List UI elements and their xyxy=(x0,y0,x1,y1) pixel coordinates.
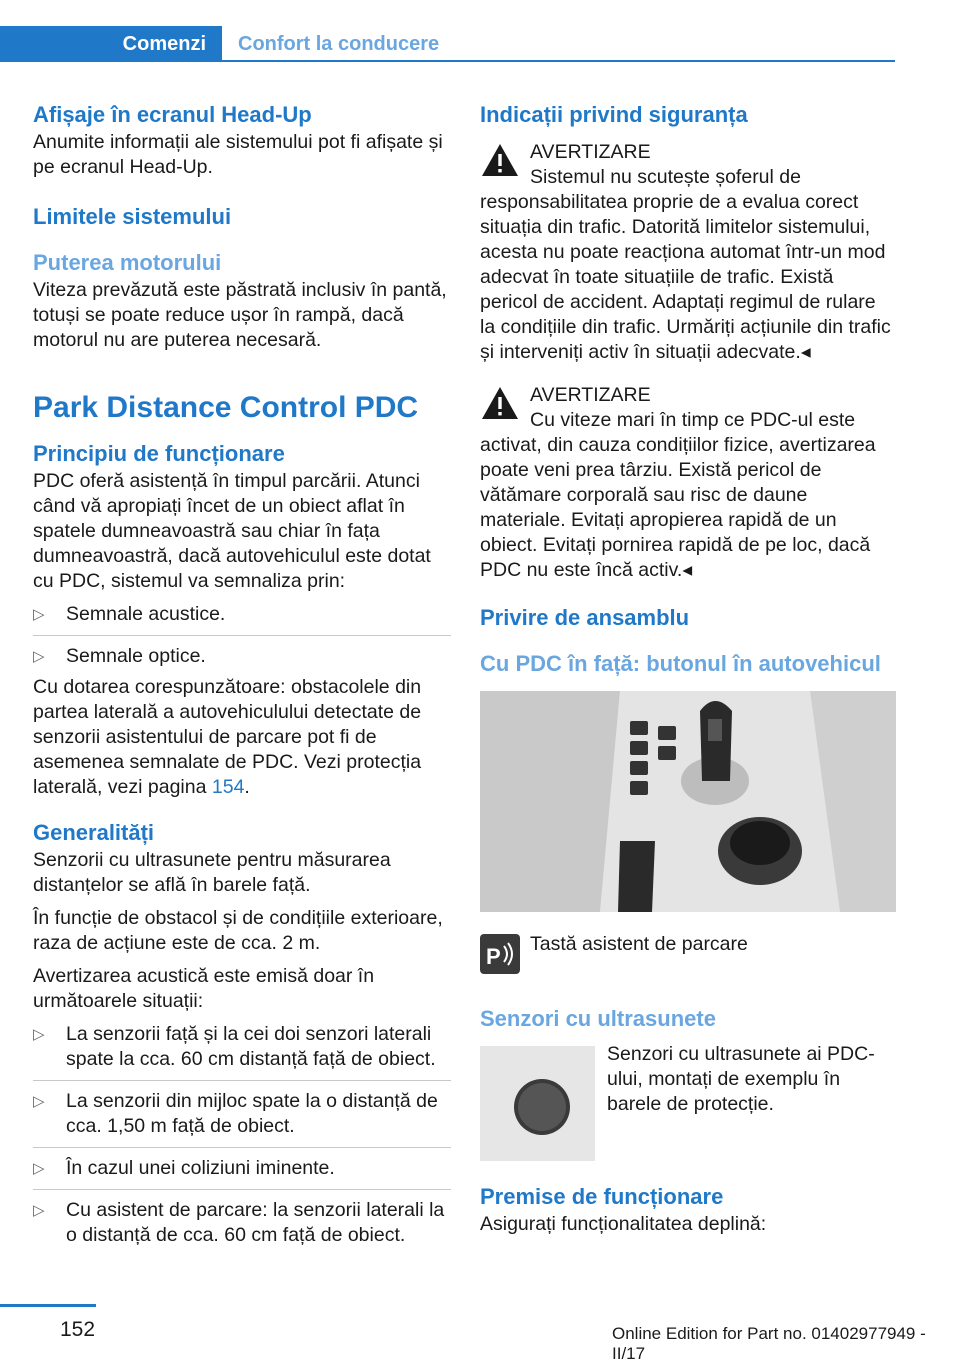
header-divider xyxy=(222,60,895,62)
list-item: ▷ Semnale acustice. xyxy=(33,603,226,625)
svg-text:P: P xyxy=(486,944,501,969)
warning-label-1: AVERTIZARE xyxy=(530,141,651,163)
page-number: 152 xyxy=(60,1318,96,1341)
power-text: Viteza prevăzută este păstrată inclusiv în pantă, totuși se poate reduce ușor în rampă, dacă motorul nu are puterea necesară. xyxy=(33,279,447,351)
overview-heading: Privire de ansamblu xyxy=(480,605,690,630)
right-column xyxy=(480,100,896,1237)
equipment-text: Cu dotarea corespunzătoare: obstacolele din partea laterală a autovehiculului detectate de senzorii asistentului de parcare pot fi de asemenea semnalate de PDC. Vezi protecția laterală, vezi pagina 154. xyxy=(33,676,422,798)
limits-heading: Limitele sistemului xyxy=(33,204,232,229)
triangle-bullet-icon: ▷ xyxy=(33,648,45,665)
warning-triangle-icon xyxy=(480,385,520,421)
signals-list xyxy=(33,602,451,675)
sensors-block xyxy=(480,1042,896,1160)
pdc-title: Park Distance Control PDC xyxy=(33,391,419,424)
triangle-bullet-icon: ▷ xyxy=(33,606,45,623)
hud-heading: Afișaje în ecranul Head-Up xyxy=(33,102,312,127)
general-text-1: Senzorii cu ultrasunete pentru măsurarea distanțelor se află în barele față. xyxy=(33,849,391,896)
premise-heading: Premise de funcționare xyxy=(480,1184,724,1209)
triangle-bullet-icon: ▷ xyxy=(33,1026,45,1043)
list-item: ▷ Cu asistent de parcare: la senzorii laterali la o distanță de cca. 60 cm față de obiect. xyxy=(33,1189,451,1248)
principle-heading: Principiu de funcționare xyxy=(33,441,285,466)
list-item: ▷ La senzorii față și la cei doi senzori laterali spate la cca. 60 cm distanță față de obiect. xyxy=(33,1023,436,1070)
front-heading: Cu PDC în față: butonul în autovehicul xyxy=(480,651,881,676)
situations-list xyxy=(33,1022,451,1248)
tab-comenzi[interactable]: Comenzi xyxy=(0,26,222,62)
power-heading: Puterea motorului xyxy=(33,250,222,275)
warning-text-2: Cu viteze mari în timp ce PDC-ul este activat, din cauza condițiilor fizice, avertizarea poate veni prea târziu. Există pericol de vătămare corporală sau risc de daune materiale. Evitați apropierea rapidă de un obiect. Evitați pornirea rapidă de pe loc, dacă PDC nu este încă activ.◂ xyxy=(480,409,876,581)
button-caption-row xyxy=(480,932,896,976)
sensors-heading: Senzori cu ultrasunete xyxy=(480,1006,716,1031)
triangle-bullet-icon: ▷ xyxy=(33,1202,45,1219)
warning-triangle-icon xyxy=(480,142,520,178)
button-caption: Tastă asistent de parcare xyxy=(530,933,748,955)
car-console-photo xyxy=(480,691,896,912)
hud-text: Anumite informații ale sistemului pot fi afișate și pe ecranul Head-Up. xyxy=(33,131,443,178)
footer-divider xyxy=(0,1304,96,1307)
page-link-154[interactable]: 154 xyxy=(211,776,245,798)
sensor-photo xyxy=(480,1046,595,1161)
header-tabbar xyxy=(0,26,895,62)
list-item: ▷ La senzorii din mijloc spate la o distanță de cca. 1,50 m față de obiect. xyxy=(33,1080,451,1147)
general-text-2: În funcție de obstacol și de condițiile exterioare, raza de acțiune este de cca. 2 m. xyxy=(33,907,443,954)
general-text-3: Avertizarea acustică este emisă doar în următoarele situații: xyxy=(33,965,375,1012)
principle-text: PDC oferă asistență în timpul parcării. Atunci când vă apropiați încet de un obiect aflat în spatele dumneavoastră sau chiar în fața dumneavoastră, dacă autovehiculul este dotat cu PDC, sistemul va semnaliza prin: xyxy=(33,470,431,592)
park-assist-button-icon xyxy=(480,934,520,974)
premise-text: Asigurați funcționalitatea deplină: xyxy=(480,1213,767,1235)
triangle-bullet-icon: ▷ xyxy=(33,1160,45,1177)
warning-label-2: AVERTIZARE xyxy=(530,384,651,406)
edition-note: Online Edition for Part no. 01402977949 - II/17 xyxy=(612,1324,926,1363)
car-console-illustration xyxy=(480,691,896,912)
warning-text-1: Sistemul nu scutește șoferul de responsabilitatea proprie de a evalua corect situația din trafic. Datorită limitelor sistemului, acesta nu poate reacționa automat într-un mod adecvat în toate situațiile de trafic. Există pericol de accident. Adaptați regimul de rulare la condițiile din trafic. Urmăriți acțiunile din trafic și interveniți activ în situații adecvate.◂ xyxy=(480,166,891,363)
tab-confort-la-conducere[interactable]: Confort la conducere xyxy=(238,32,440,55)
safety-heading: Indicații privind siguranța xyxy=(480,102,748,127)
list-item: ▷ În cazul unei coliziuni iminente. xyxy=(33,1147,451,1189)
warning-block-2 xyxy=(480,383,896,583)
sensors-text: Senzori cu ultrasunete ai PDC-ului, montați de exemplu în barele de protecție. xyxy=(607,1043,875,1115)
triangle-bullet-icon: ▷ xyxy=(33,1093,45,1110)
ultrasonic-sensor-icon xyxy=(480,1046,595,1161)
general-heading: Generalități xyxy=(33,820,155,845)
list-item: ▷ Semnale optice. xyxy=(33,635,451,675)
left-column xyxy=(33,100,451,1248)
warning-block-1 xyxy=(480,140,896,365)
